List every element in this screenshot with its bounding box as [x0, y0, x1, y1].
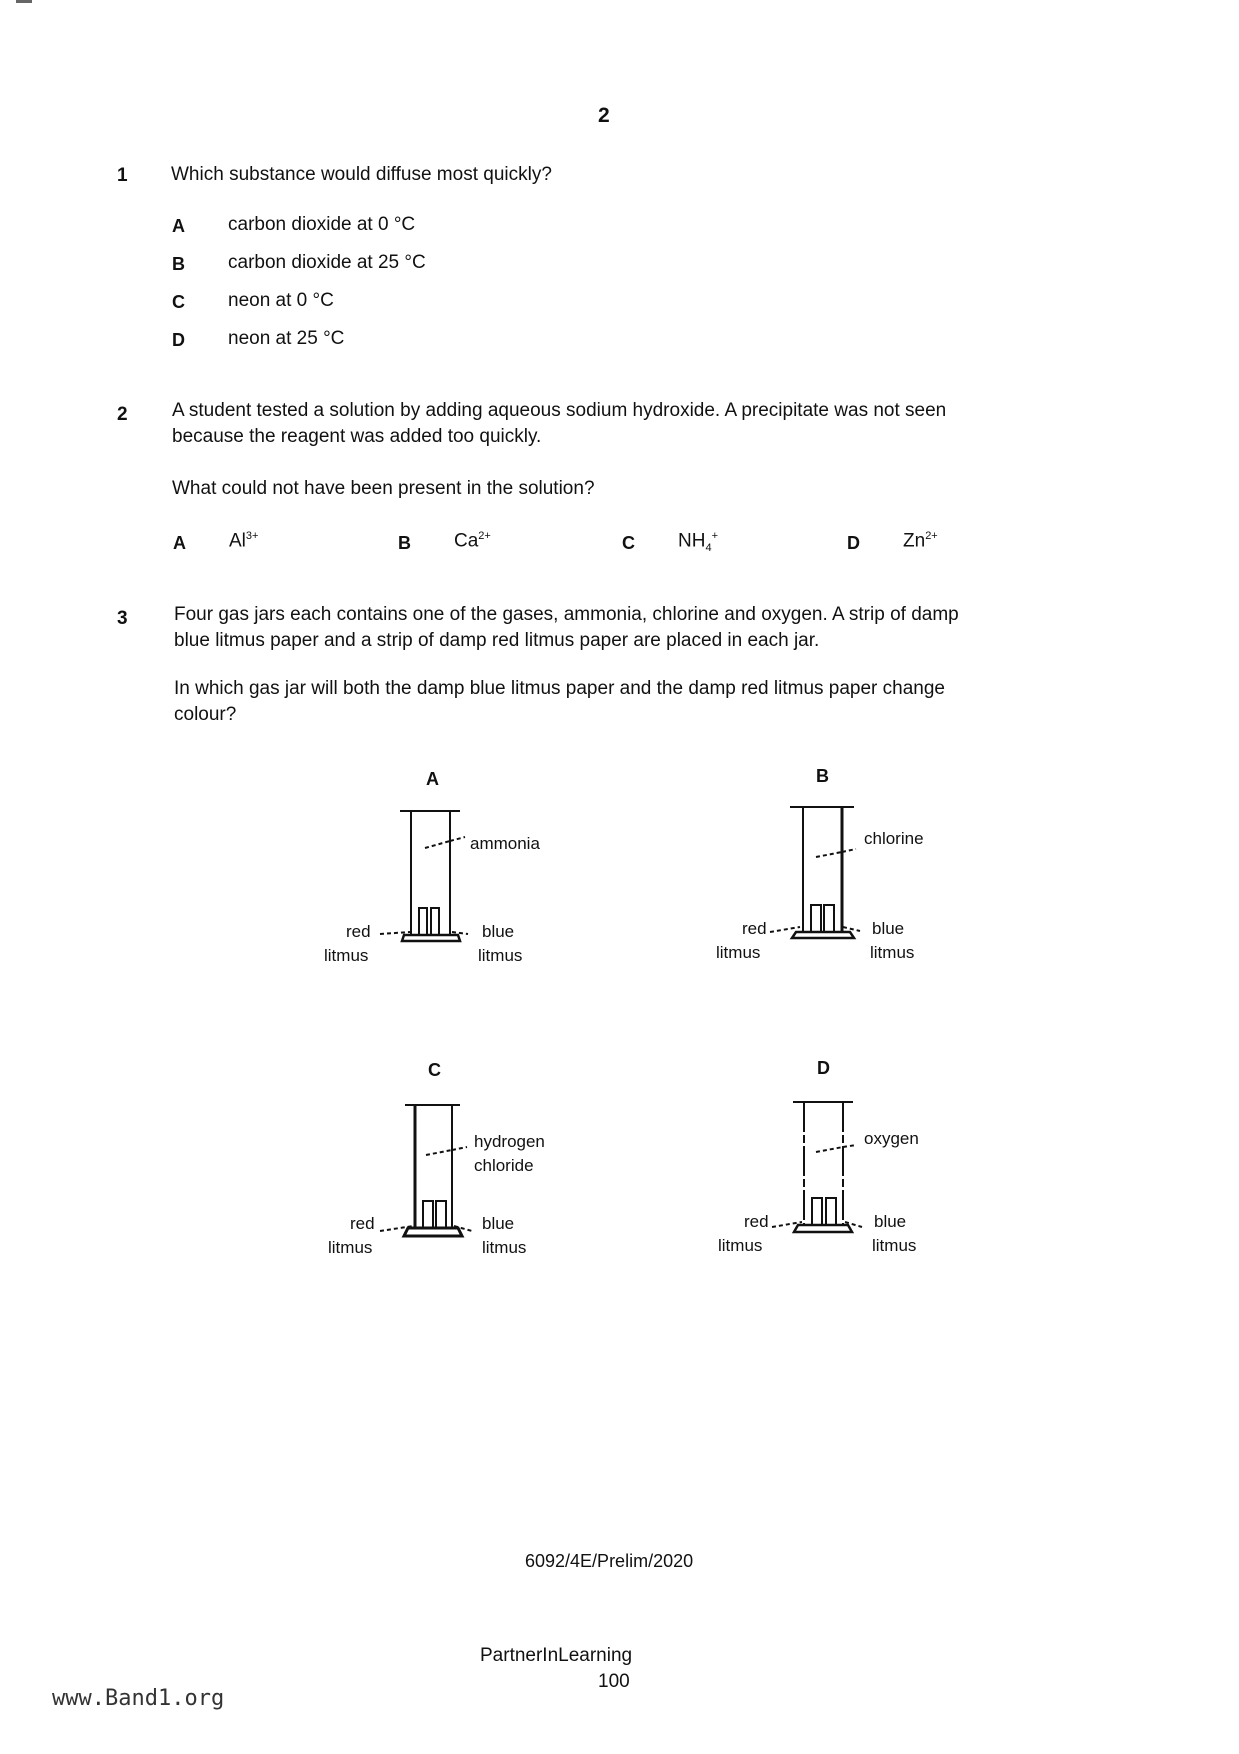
q1-option-b-text: carbon dioxide at 25 °C — [228, 252, 426, 273]
question-2-text-line-1: A student tested a solution by adding aqueous sodium hydroxide. A precipitate was not seen — [172, 400, 947, 421]
scan-artifact — [16, 0, 32, 3]
jar-b-red-label: red — [742, 919, 767, 938]
q1-option-d-letter: D — [172, 330, 185, 350]
page-number: 2 — [598, 104, 610, 127]
jar-b-red-label-2: litmus — [716, 943, 761, 962]
formula-base: Ca — [454, 530, 479, 552]
jar-c-gas-label — [474, 1130, 545, 1178]
question-3-prompt-line-1: In which gas jar will both the damp blue litmus paper and the damp red litmus paper change — [174, 678, 945, 699]
partner-label: PartnerInLearning — [480, 1645, 633, 1666]
partner-page-number: 100 — [598, 1671, 630, 1692]
jar-b-blue-label: blue — [872, 919, 905, 938]
question-3-number: 3 — [117, 608, 128, 629]
question-2-text-line-2: because the reagent was added too quickly. — [172, 426, 542, 447]
formula-base: NH — [678, 530, 706, 552]
jar-c-blue-label-2: litmus — [482, 1238, 527, 1257]
jar-d-red-label-2: litmus — [718, 1236, 763, 1255]
question-2-prompt: What could not have been present in the solution? — [172, 478, 595, 499]
q1-option-c-letter: C — [172, 292, 185, 312]
question-3-prompt — [174, 676, 1114, 728]
jar-b-letter: B — [816, 766, 829, 786]
q2-option-c-letter: C — [622, 533, 635, 553]
q2-option-a-formula — [229, 530, 258, 552]
formula-subscript: 4 — [705, 542, 712, 555]
jar-b-blue-label-2: litmus — [870, 943, 915, 962]
jar-a-red-label-2: litmus — [324, 946, 369, 965]
formula-charge: 3+ — [245, 530, 259, 542]
jar-a-blue-label: blue — [482, 922, 515, 941]
question-3-prompt-line-2: colour? — [174, 704, 237, 725]
jar-c-red-label: red — [350, 1214, 375, 1233]
q1-option-a-text: carbon dioxide at 0 °C — [228, 214, 416, 235]
q1-option-b-letter: B — [172, 254, 185, 274]
jar-b-gas-label: chlorine — [864, 829, 924, 848]
jar-d-blue-label-2: litmus — [872, 1236, 917, 1255]
jar-c-gas-label-line-2: chloride — [474, 1156, 534, 1175]
jar-c-red-label-2: litmus — [328, 1238, 373, 1257]
formula-base: Al — [229, 530, 246, 552]
jar-c-letter: C — [428, 1060, 441, 1080]
q2-option-b-formula — [454, 530, 491, 552]
jar-a-red-label: red — [346, 922, 371, 941]
q2-option-c-formula — [678, 530, 718, 554]
jar-c-blue-label: blue — [482, 1214, 515, 1233]
formula-charge: 2+ — [925, 530, 938, 542]
q2-option-d-letter: D — [847, 533, 860, 553]
formula-charge: 2+ — [478, 530, 491, 542]
jar-a-letter: A — [426, 769, 439, 789]
question-3-text — [174, 602, 1114, 654]
jar-d-gas-label: oxygen — [864, 1129, 919, 1148]
jar-d-blue-label: blue — [874, 1212, 907, 1231]
paper-code: 6092/4E/Prelim/2020 — [525, 1551, 694, 1571]
q1-option-a-letter: A — [172, 216, 185, 236]
question-2-number: 2 — [117, 404, 128, 425]
jar-d-letter: D — [817, 1058, 830, 1078]
question-2-text — [172, 398, 1112, 450]
watermark: www.Band1.org — [52, 1686, 225, 1711]
jar-a-blue-label-2: litmus — [478, 946, 523, 965]
question-1-text: Which substance would diffuse most quickly? — [171, 164, 552, 185]
question-1-number: 1 — [117, 165, 128, 186]
q1-option-d-text: neon at 25 °C — [228, 328, 345, 349]
jar-a-gas-label: ammonia — [470, 834, 540, 853]
q2-option-d-formula — [903, 530, 938, 552]
jar-d-red-label: red — [744, 1212, 769, 1231]
formula-charge: + — [711, 530, 719, 542]
jar-c-gas-label-line-1: hydrogen — [474, 1132, 545, 1151]
q2-option-b-letter: B — [398, 533, 411, 553]
question-3-text-line-2: blue litmus paper and a strip of damp red litmus paper are placed in each jar. — [174, 630, 820, 651]
question-3-text-line-1: Four gas jars each contains one of the gases, ammonia, chlorine and oxygen. A strip of damp — [174, 604, 959, 625]
formula-base: Zn — [903, 530, 926, 552]
q2-option-a-letter: A — [173, 533, 186, 553]
q1-option-c-text: neon at 0 °C — [228, 290, 334, 311]
